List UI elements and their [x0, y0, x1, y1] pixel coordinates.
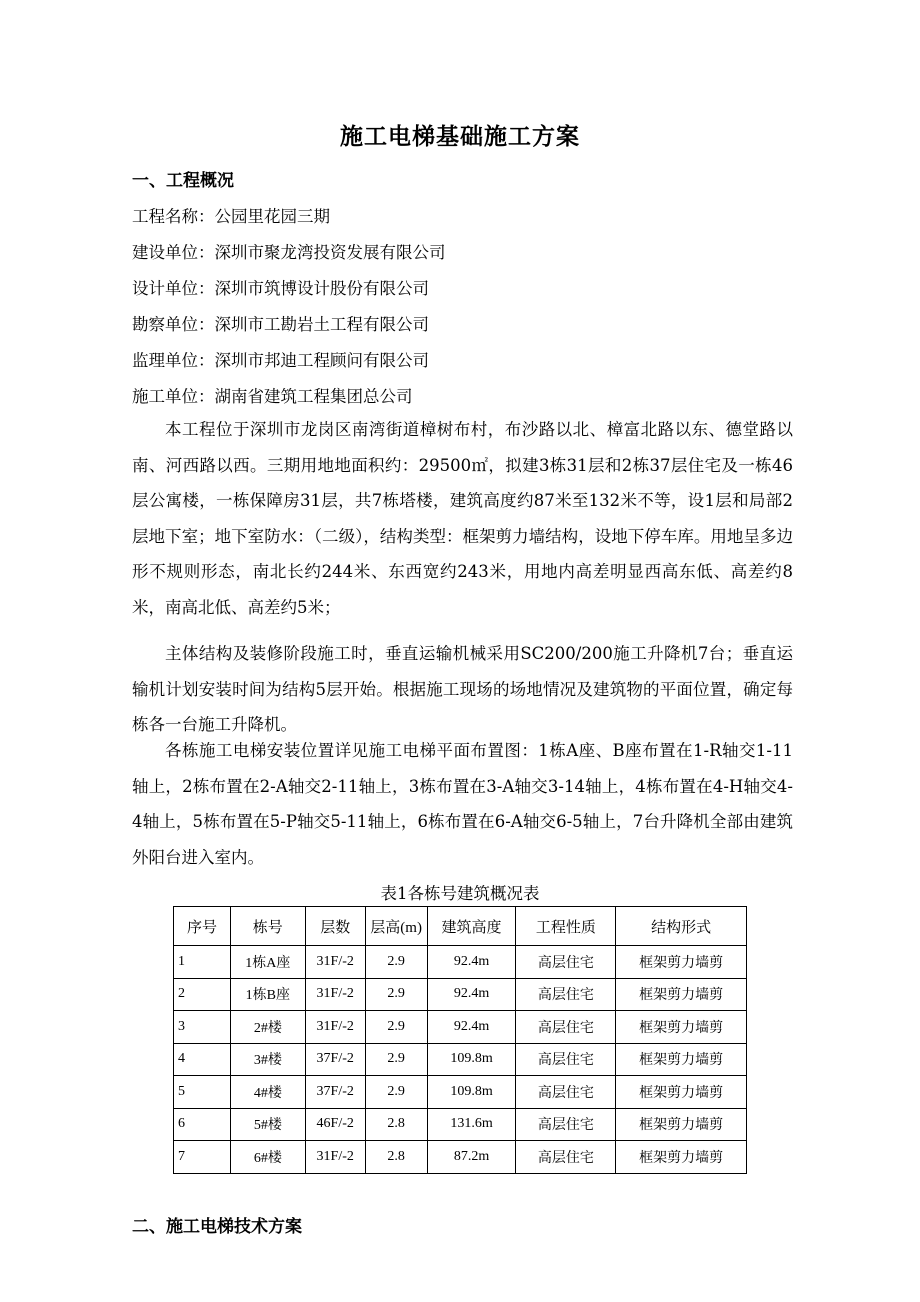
document-title: 施工电梯基础施工方案	[340, 123, 580, 150]
cell-floors: 31F/-2	[305, 1141, 365, 1174]
info-project-name: 工程名称：公园里花园三期	[132, 207, 330, 226]
cell-index: 7	[174, 1141, 231, 1174]
cell-project-type: 高层住宅	[516, 978, 616, 1011]
cell-structure: 框架剪力墙剪	[616, 946, 747, 979]
header-index: 序号	[174, 907, 231, 946]
cell-project-type: 高层住宅	[516, 946, 616, 979]
info-designer: 设计单位：深圳市筑博设计股份有限公司	[132, 279, 429, 298]
cell-building-height: 109.8m	[427, 1043, 516, 1076]
header-building: 栋号	[230, 907, 305, 946]
cell-structure: 框架剪力墙剪	[616, 978, 747, 1011]
cell-index: 1	[174, 946, 231, 979]
cell-floors: 31F/-2	[305, 978, 365, 1011]
header-floor-height: 层高(m)	[365, 907, 427, 946]
header-project-type: 工程性质	[516, 907, 616, 946]
info-contractor: 施工单位：湖南省建筑工程集团总公司	[132, 387, 413, 406]
cell-building-height: 109.8m	[427, 1076, 516, 1109]
cell-floors: 37F/-2	[305, 1043, 365, 1076]
cell-floor-height: 2.9	[365, 946, 427, 979]
table-row	[174, 978, 747, 1011]
info-surveyor: 勘察单位：深圳市工勘岩土工程有限公司	[132, 315, 429, 334]
table-row	[174, 1011, 747, 1044]
cell-structure: 框架剪力墙剪	[616, 1141, 747, 1174]
info-supervisor: 监理单位：深圳市邦迪工程顾问有限公司	[132, 351, 429, 370]
cell-building: 1栋A座	[230, 946, 305, 979]
cell-project-type: 高层住宅	[516, 1108, 616, 1141]
paragraph-hoist-equipment: 主体结构及装修阶段施工时，垂直运输机械采用SC200/200施工升降机7台；垂直运输机计划安装时间为结构5层开始。根据施工现场的场地情况及建筑物的平面位置，确定每栋各一台施工升降机。	[132, 644, 793, 734]
cell-building-height: 92.4m	[427, 946, 516, 979]
cell-index: 3	[174, 1011, 231, 1044]
building-overview-table	[173, 906, 747, 1174]
cell-index: 6	[174, 1108, 231, 1141]
cell-floors: 37F/-2	[305, 1076, 365, 1109]
cell-building: 1栋B座	[230, 978, 305, 1011]
cell-building: 4#楼	[230, 1076, 305, 1109]
cell-floors: 46F/-2	[305, 1108, 365, 1141]
cell-structure: 框架剪力墙剪	[616, 1011, 747, 1044]
cell-floor-height: 2.9	[365, 978, 427, 1011]
paragraph-hoist-positions: 各栋施工电梯安装位置详见施工电梯平面布置图：1栋A座、B座布置在1-R轴交1-11轴上，2栋布置在2-A轴交2-11轴上，3栋布置在3-A轴交3-14轴上，4栋布置在4-H轴交4-4轴上，5栋布置在5-P轴交5-11轴上，6栋布置在6-A轴交6-5轴上，7台升降机全部由建筑外阳台进入室内。	[132, 741, 793, 867]
cell-building: 6#楼	[230, 1141, 305, 1174]
cell-floor-height: 2.8	[365, 1141, 427, 1174]
cell-building-height: 131.6m	[427, 1108, 516, 1141]
cell-floors: 31F/-2	[305, 946, 365, 979]
cell-structure: 框架剪力墙剪	[616, 1076, 747, 1109]
table-row	[174, 1141, 747, 1174]
cell-project-type: 高层住宅	[516, 1141, 616, 1174]
table-row	[174, 1076, 747, 1109]
cell-project-type: 高层住宅	[516, 1043, 616, 1076]
cell-floors: 31F/-2	[305, 1011, 365, 1044]
section-heading-overview: 一、工程概况	[132, 171, 234, 191]
header-building-height: 建筑高度	[427, 907, 516, 946]
paragraph-project-location: 本工程位于深圳市龙岗区南湾街道樟树布村，布沙路以北、樟富北路以东、德堂路以南、河西路以西。三期用地地面积约：29500㎡，拟建3栋31层和2栋37层住宅及一栋46层公寓楼，一栋保障房31层，共7栋塔楼，建筑高度约87米至132米不等，设1层和局部2层地下室；地下室防水：（二级），结构类型：框架剪力墙结构，设地下停车库。用地呈多边形不规则形态，南北长约244米、东西宽约243米，用地内高差明显西高东低、高差约8米，南高北低、高差约5米；	[132, 420, 793, 617]
table-row	[174, 946, 747, 979]
cell-floor-height: 2.8	[365, 1108, 427, 1141]
cell-building-height: 92.4m	[427, 1011, 516, 1044]
cell-project-type: 高层住宅	[516, 1076, 616, 1109]
cell-building: 2#楼	[230, 1011, 305, 1044]
cell-index: 2	[174, 978, 231, 1011]
header-structure: 结构形式	[616, 907, 747, 946]
table-caption: 表1各栋号建筑概况表	[380, 884, 540, 903]
cell-index: 4	[174, 1043, 231, 1076]
table-row	[174, 1043, 747, 1076]
cell-floor-height: 2.9	[365, 1043, 427, 1076]
info-developer: 建设单位：深圳市聚龙湾投资发展有限公司	[132, 243, 446, 262]
header-floors: 层数	[305, 907, 365, 946]
cell-building: 3#楼	[230, 1043, 305, 1076]
cell-structure: 框架剪力墙剪	[616, 1108, 747, 1141]
table-row	[174, 1108, 747, 1141]
section-heading-technical-plan: 二、施工电梯技术方案	[132, 1217, 302, 1237]
cell-project-type: 高层住宅	[516, 1011, 616, 1044]
cell-floor-height: 2.9	[365, 1076, 427, 1109]
cell-floor-height: 2.9	[365, 1011, 427, 1044]
cell-building-height: 87.2m	[427, 1141, 516, 1174]
cell-index: 5	[174, 1076, 231, 1109]
cell-building: 5#楼	[230, 1108, 305, 1141]
cell-structure: 框架剪力墙剪	[616, 1043, 747, 1076]
cell-building-height: 92.4m	[427, 978, 516, 1011]
table-header-row	[174, 907, 747, 946]
